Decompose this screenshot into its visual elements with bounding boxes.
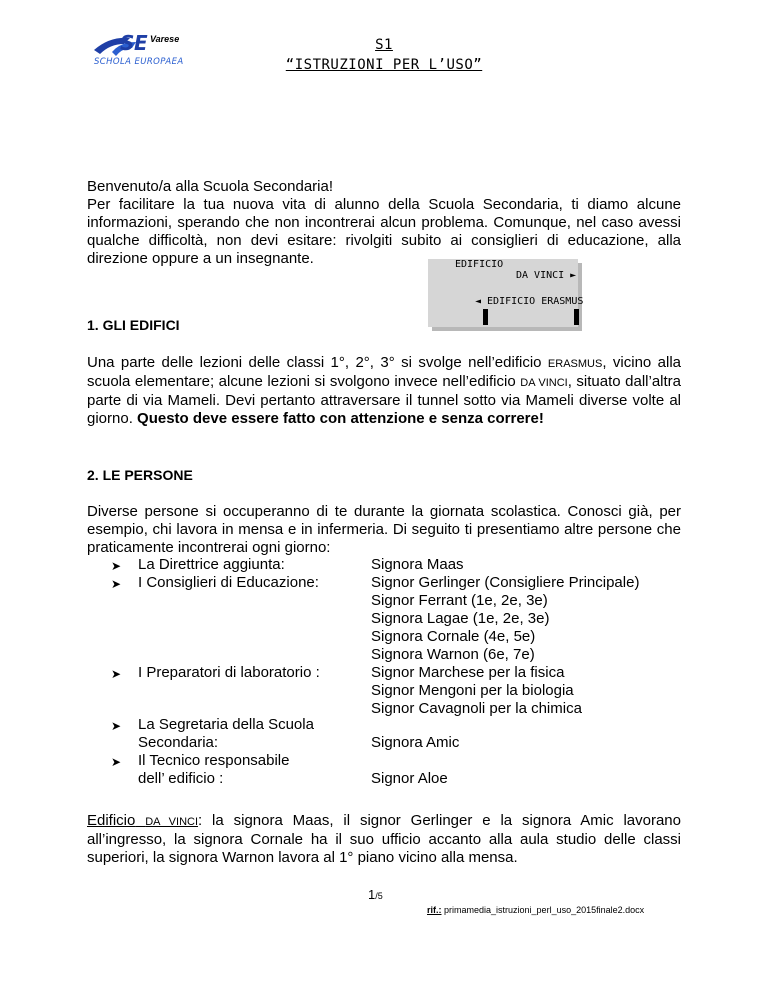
logo-city: Varese: [150, 34, 180, 44]
davinci-staff-paragraph: [87, 812, 681, 867]
intro-body: Per facilitare la tua nuova vita di alunno della Scuola Secondaria, ti diamo alcune informazioni, sperando che non incontrerai alcun problema. Comunque, nel caso avessi qualche difficoltà, non devi esitare: rivolgiti subito ai consiglieri di educazione, alla direzione oppure a un insegnante.: [87, 196, 681, 267]
intro-greeting: Benvenuto/a alla Scuola Secondaria!: [87, 178, 334, 195]
bullet-arrow-icon: ➤: [111, 559, 122, 573]
buildings-text-2: , vicino alla scuola elementare; alcune lezioni si svolgono invece nell’edificio: [87, 354, 682, 390]
person-name: Signor Ferrant (1e, 2e, 3e): [371, 592, 548, 609]
person-name: Signor Gerlinger (Consigliere Principale): [371, 574, 640, 591]
person-name: Signor Marchese per la fisica: [371, 664, 565, 681]
svg-text:E: E: [134, 31, 148, 55]
tunnel-pillar-left: [483, 309, 488, 325]
bullet-arrow-icon: ➤: [111, 667, 122, 681]
bullet-arrow-icon: ➤: [111, 577, 122, 591]
reference-filename: primamedia_istruzioni_perl_uso_2015finale2.docx: [444, 905, 645, 915]
erasmus-name: ERASMUS: [547, 358, 603, 370]
section-heading-buildings: 1. GLI EDIFICI: [87, 317, 180, 333]
document-title: “ISTRUZIONI PER L’USO”: [285, 57, 483, 73]
person-name: Signora Maas: [371, 556, 464, 573]
buildings-paragraph: [87, 354, 681, 428]
person-name: Signora Amic: [371, 734, 460, 751]
document-code: S1: [375, 37, 393, 53]
person-name: Signora Lagae (1e, 2e, 3e): [371, 610, 550, 627]
role-label: Secondaria:: [138, 734, 219, 751]
role-label: La Segretaria della Scuola: [138, 716, 314, 733]
file-reference: [427, 905, 644, 915]
reference-label: rif.:: [427, 905, 442, 915]
person-name: Signor Mengoni per la biologia: [371, 682, 574, 699]
bullet-arrow-icon: ➤: [111, 719, 122, 733]
role-label: La Direttrice aggiunta:: [138, 556, 285, 573]
diagram-label-erasmus: ◄ EDIFICIO ERASMUS: [475, 296, 584, 307]
role-label: Il Tecnico responsabile: [138, 752, 290, 769]
role-label: I Consiglieri di Educazione:: [138, 574, 319, 591]
role-label: dell’ edificio :: [138, 770, 224, 787]
tunnel-pillar-right: [574, 309, 579, 325]
davinci-name: DA VINCI: [520, 377, 568, 389]
person-name: Signor Cavagnoli per la chimica: [371, 700, 582, 717]
page-current: 1: [368, 887, 376, 902]
buildings-warning: Questo deve essere fatto con attenzione e senza correre!: [137, 410, 544, 427]
davinci-staff-text: : la signora Maas, il signor Gerlinger e la signora Amic lavorano all’ingresso, la signora Cornale ha il suo ufficio accanto alla aula studio delle classi superiori, la signora Warnon lavora al 1° piano vicino alla mensa.: [87, 812, 681, 866]
person-name: Signora Warnon (6e, 7e): [371, 646, 535, 663]
section-heading-people: 2. LE PERSONE: [87, 467, 193, 483]
diagram-label-davinci: DA VINCI ►: [516, 270, 577, 281]
bullet-arrow-icon: ➤: [111, 755, 122, 769]
page-total: /5: [375, 891, 383, 901]
people-intro: Diverse persone si occuperanno di te durante la giornata scolastica. Conosci già, per esempio, chi lavora in mensa e in infermeria. Di seguito ti presentiamo altre persone che praticamente incontrerai ogni giorno:: [87, 503, 681, 556]
page-number: [368, 887, 383, 902]
svg-text:SCHOLA EUROPAEA: SCHOLA EUROPAEA: [94, 57, 184, 67]
svg-text:S: S: [120, 31, 135, 55]
buildings-diagram: [428, 259, 584, 333]
person-name: Signora Cornale (4e, 5e): [371, 628, 536, 645]
building-prefix: Edificio DA VINCI: [87, 812, 199, 829]
buildings-text-3: , situato dall’altra parte di via Mameli. Devi pertanto attraversare il tunnel sotto via Mameli diverse volte al giorno.: [87, 373, 682, 427]
buildings-text-1: Una parte delle lezioni delle classi 1°, 2°, 3° si svolge nell’edificio: [87, 354, 548, 371]
diagram-label-edificio: EDIFICIO: [455, 259, 504, 270]
person-name: Signor Aloe: [371, 770, 448, 787]
role-label: I Preparatori di laboratorio :: [138, 664, 320, 681]
